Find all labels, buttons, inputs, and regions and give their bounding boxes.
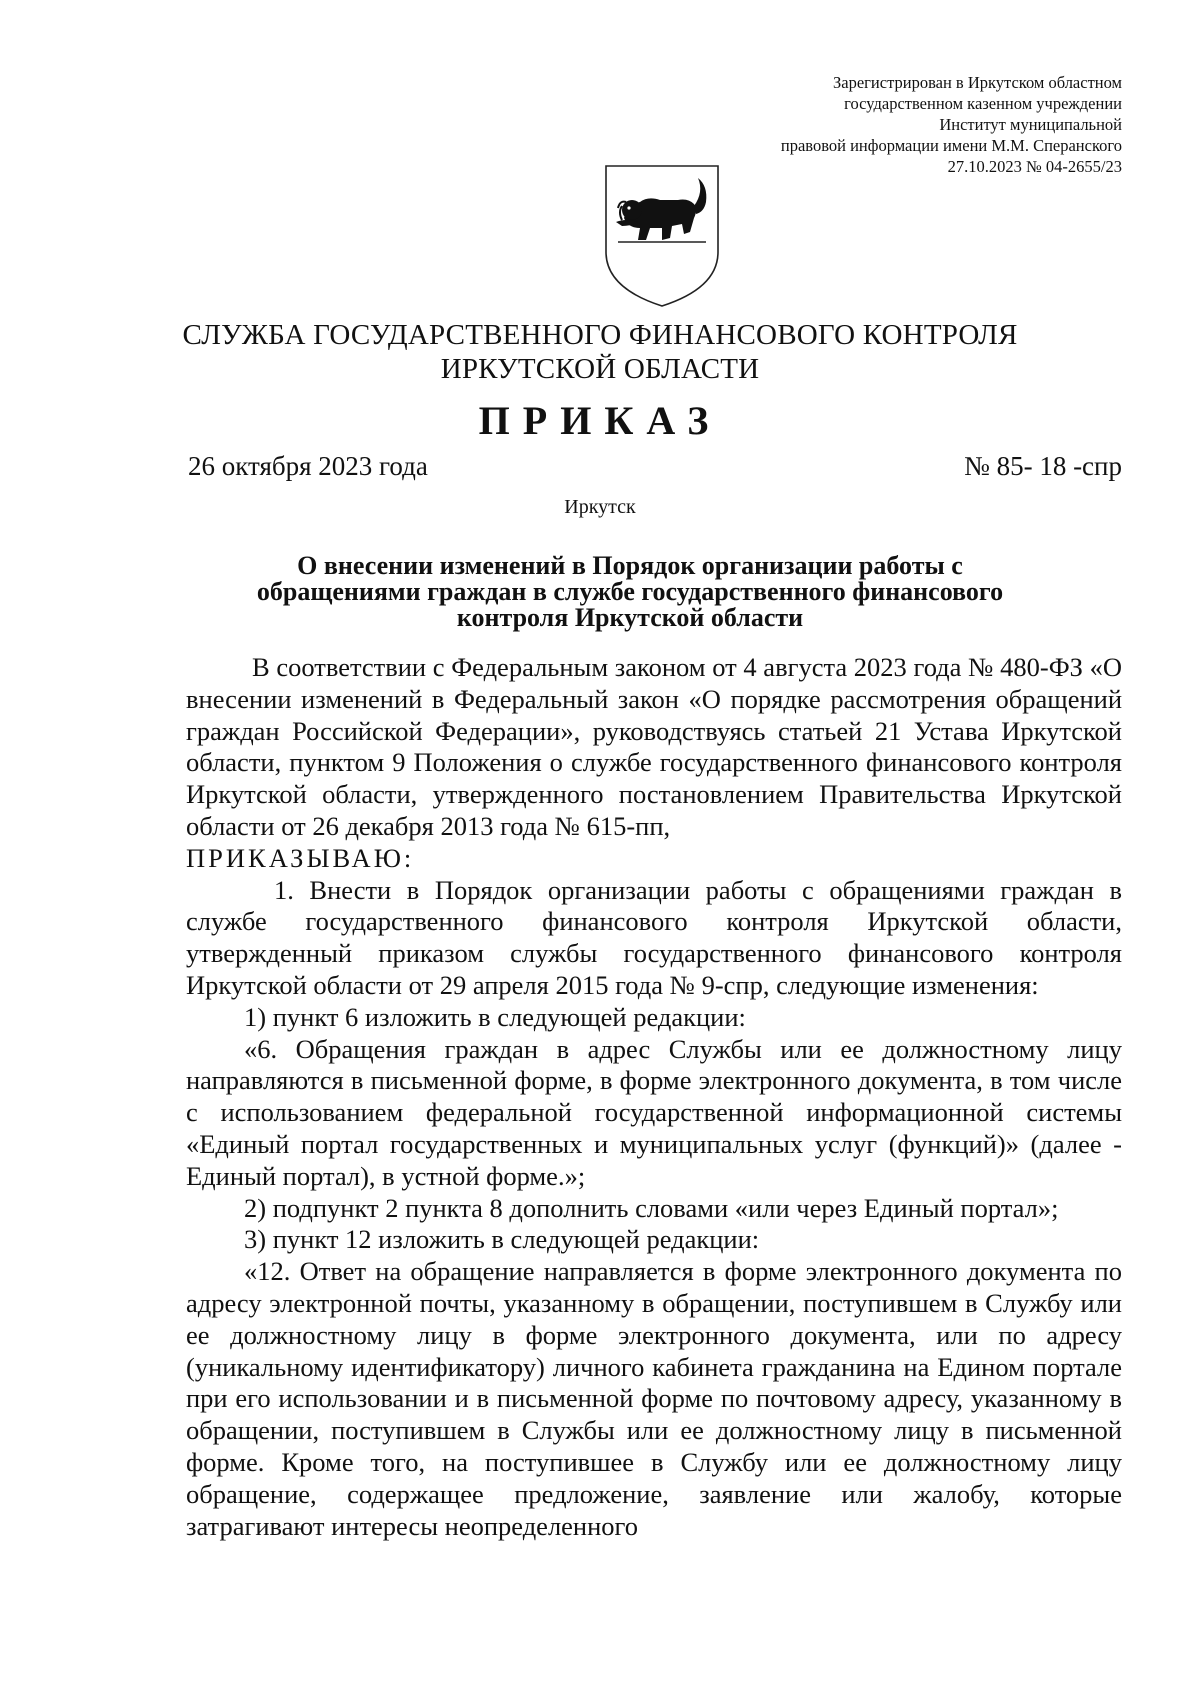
irkutsk-coat-of-arms-icon	[598, 160, 726, 310]
order-title: ПРИКАЗ	[478, 398, 722, 443]
order-word: ПРИКАЗЫВАЮ:	[186, 842, 415, 873]
preamble-paragraph: В соответствии с Федеральным законом от 4 августа 2023 года № 480-ФЗ «О внесении изменений в Федеральный закон «О порядке рассмотрения обращений граждан Российской Федерации», руководствуясь статьей 21 Устава Иркутской области, пунктом 9 Положения о службе государственного финансового контроля Иркутской области, утвержденного постановлением Правительства Иркутской области от 26 декабря 2013 года № 615-пп,	[186, 652, 1122, 841]
city-name: Иркутск	[564, 496, 636, 518]
subitem-2-paragraph: 2) подпункт 2 пункта 8 дополнить словами «или через Единый портал»;	[244, 1192, 1059, 1223]
registration-line: Зарегистрирован в Иркутском областном	[833, 73, 1122, 92]
subitem-1-text: «6. Обращения граждан в адрес Службы или ее должностному лицу направляются в письменной форме, в форме электронного документа, в том числе с использованием федеральной государственной информационной системы «Единый портал государственных и муниципальных услуг (функций)» (далее - Единый портал), в устной форме.»;	[186, 1033, 1122, 1191]
order-date: 26 октября 2023 года	[188, 451, 428, 481]
document-title	[200, 553, 1060, 631]
document-body	[186, 652, 1122, 1542]
registration-line: Институт муниципальной	[939, 115, 1122, 134]
title-line: обращениями граждан в службе государственного финансового	[256, 577, 1004, 606]
agency-name	[0, 318, 1200, 386]
agency-line: СЛУЖБА ГОСУДАРСТВЕННОГО ФИНАНСОВОГО КОНТРОЛЯ	[182, 319, 1018, 351]
subitem-3-heading: 3) пункт 12 изложить в следующей редакции:	[244, 1224, 760, 1255]
registration-line: 27.10.2023 № 04-2655/23	[947, 157, 1122, 176]
registration-line: государственном казенном учреждении	[844, 94, 1122, 113]
registration-line: правовой информации имени М.М. Сперанского	[780, 136, 1122, 155]
subitem-1-heading: 1) пункт 6 изложить в следующей редакции:	[244, 1001, 746, 1032]
registration-stamp	[781, 72, 1122, 177]
agency-line: ИРКУТСКОЙ ОБЛАСТИ	[440, 353, 760, 385]
order-number: № 85- 18 -спр	[964, 451, 1122, 481]
title-line: О внесении изменений в Порядок организации работы с	[297, 551, 963, 580]
subitem-3-text: «12. Ответ на обращение направляется в форме электронного документа по адресу электронной почты, указанному в обращении, поступившем в Службу или ее должностному лицу в форме электронного документа, или по адресу (уникальному идентификатору) личного кабинета гражданина на Едином портале при его использовании и в письменной форме по почтовому адресу, указанному в обращении, поступившем в Службы или ее должностному лицу в письменной форме. Кроме того, на поступившее в Службу или ее должностному лицу обращение, содержащее предложение, заявление или жалобу, которые затрагивают интересы неопределенного	[186, 1256, 1122, 1541]
item-1-paragraph: 1. Внести в Порядок организации работы с обращениями граждан в службе государственного финансового контроля Иркутской области, утвержденный приказом службы государственного финансового контроля Иркутской области от 29 апреля 2015 года № 9-спр, следующие изменения:	[186, 874, 1122, 1000]
title-line: контроля Иркутской области	[456, 603, 804, 632]
